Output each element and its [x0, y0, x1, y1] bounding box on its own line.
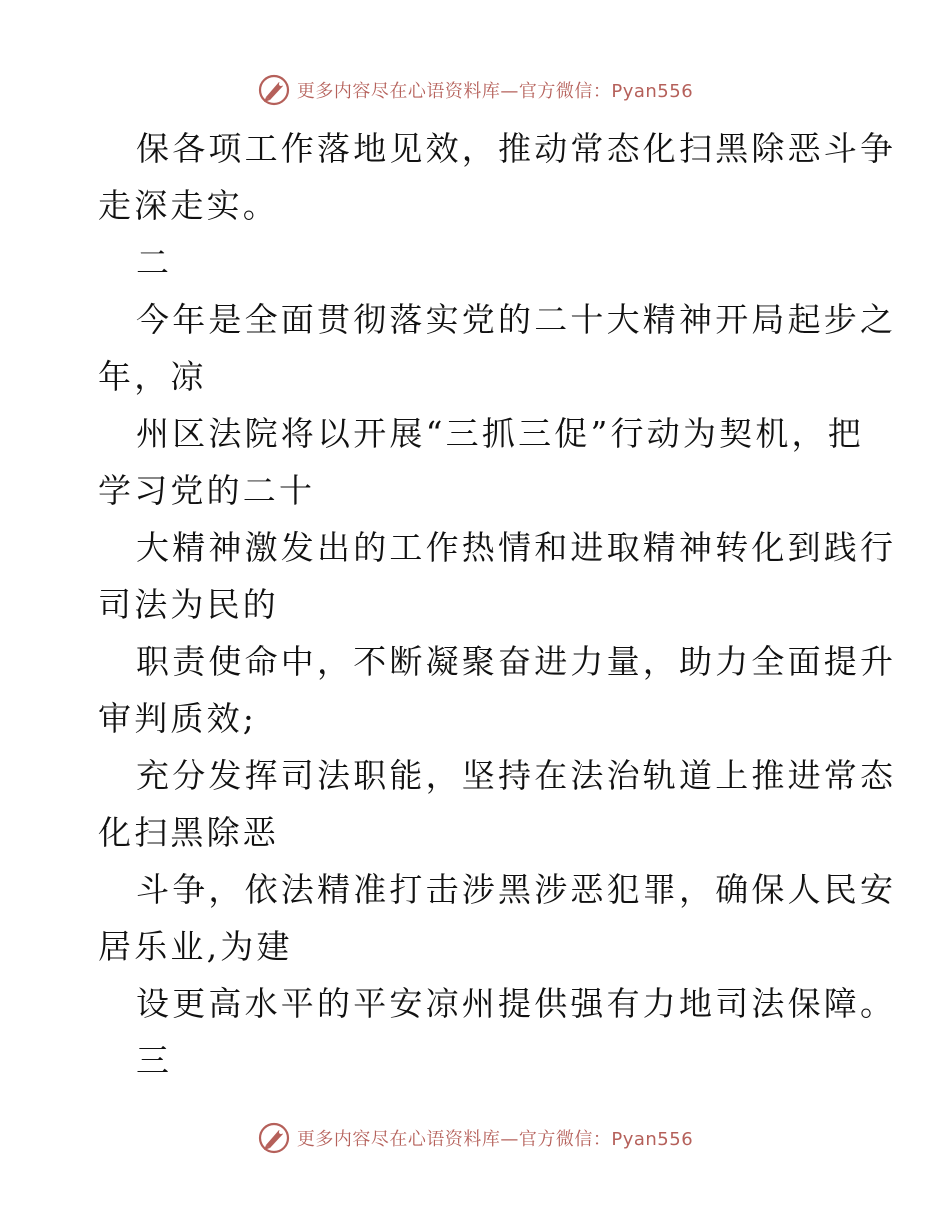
text-line: 州区法院将以开展“三抓三促”行动为契机，把 [136, 414, 864, 453]
brand-logo-icon [257, 1121, 291, 1155]
text-line: 充分发挥司法职能，坚持在法治轨道上推进常态 [136, 756, 897, 795]
text-line: 年，凉 [98, 357, 207, 396]
text-line: 斗争，依法精准打击涉黑涉恶犯罪，确保人民安 [136, 870, 897, 909]
watermark-text: 更多内容尽在心语资料库—官方微信：Pyan556 [296, 81, 694, 102]
text-line: 大精神激发出的工作热情和进取精神转化到践行 [136, 528, 897, 567]
text-line: 设更高水平的平安凉州提供强有力地司法保障。 [136, 984, 897, 1023]
text-line: 审判质效; [98, 699, 258, 738]
document-body [98, 120, 897, 1089]
text-line: 居乐业,为建 [98, 927, 293, 966]
text-line: 今年是全面贯彻落实党的二十大精神开局起步之 [136, 300, 897, 339]
text-line: 三 [136, 1041, 173, 1080]
text-line: 司法为民的 [98, 585, 279, 624]
header-watermark [0, 70, 950, 110]
brand-logo-icon [257, 73, 291, 107]
text-line: 学习党的二十 [98, 471, 316, 510]
text-line: 职责使命中，不断凝聚奋进力量，助力全面提升 [136, 642, 897, 681]
watermark-text: 更多内容尽在心语资料库—官方微信：Pyan556 [296, 1129, 694, 1150]
text-line: 保各项工作落地见效，推动常态化扫黑除恶斗争 [136, 129, 897, 168]
text-line: 化扫黑除恶 [98, 813, 279, 852]
text-line: 走深走实。 [98, 186, 279, 225]
footer-watermark [0, 1118, 950, 1158]
text-line: 二 [136, 243, 173, 282]
